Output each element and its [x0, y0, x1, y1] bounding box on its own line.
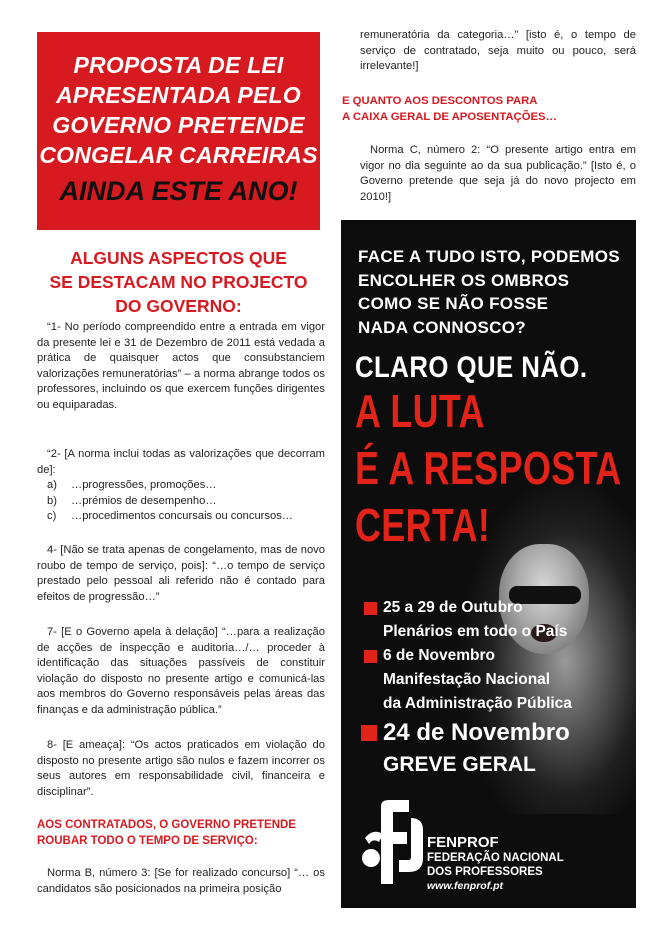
- contratados-heading: [37, 818, 296, 849]
- heading-line: ALGUNS ASPECTOS QUE: [70, 248, 287, 268]
- item-2-block: [37, 447, 325, 525]
- norma-c-text: Norma C, número 2: “O presente artigo entra em vigor no dia seguinte ao da sua publicação.” [Isto é, o Governo pretende que seja já do novo projecto em 2010!]: [360, 144, 636, 203]
- item-8-paragraph: [37, 738, 325, 800]
- list-text: …progressões, promoções…: [71, 479, 217, 491]
- question-line: ENCOLHER OS OMBROS: [358, 270, 570, 290]
- norma-b-paragraph: [37, 866, 325, 897]
- aspects-heading: [37, 246, 320, 318]
- list-item: [37, 494, 325, 510]
- headline-highlight: AINDA ESTE ANO!: [59, 176, 298, 206]
- heading-line: A CAIXA GERAL DE APOSENTAÇÕES…: [342, 110, 557, 123]
- event-desc: GREVE GERAL: [383, 753, 536, 776]
- question-line: NADA CONNOSCO?: [358, 317, 526, 337]
- event-desc: da Administração Pública: [383, 695, 572, 712]
- event-desc: Plenários em todo o País: [383, 623, 568, 640]
- slogan-line: É A RESPOSTA: [355, 442, 622, 494]
- answer-text: CLARO QUE NÃO.: [355, 351, 588, 384]
- list-text: …prémios de desempenho…: [71, 494, 217, 507]
- item-7-text: 7- [E o Governo apela à delação] “…para a realização de acções de inspecção e auditoria…/… proceder à identificação das situações passíveis de constituir violação do disposto no presente artigo e comunicá-las aos membros do Governo responsáveis pelas áreas das finanças e da administração pública.”: [37, 626, 325, 716]
- org-name: FENPROF: [427, 834, 499, 851]
- heading-line: SE DESTACAM NO PROJECTO: [49, 272, 308, 292]
- event-date: [383, 596, 633, 620]
- norma-c-paragraph: [360, 143, 636, 205]
- heading-line: ROUBAR TODO O TEMPO DE SERVIÇO:: [37, 834, 258, 847]
- headline-banner: [37, 32, 320, 230]
- bullet-square-icon: [361, 725, 377, 741]
- event-desc: Manifestação Nacional: [383, 671, 551, 688]
- org-block: [427, 834, 627, 893]
- slogan-line: CERTA!: [355, 499, 491, 551]
- list-label: a): [47, 479, 57, 491]
- descontos-heading: [342, 94, 557, 125]
- slogan-line: A LUTA: [355, 385, 485, 437]
- list-label: c): [47, 510, 57, 522]
- item-1-text: “1- No período compreendido entre a entrada em vigor da presente lei e 31 de Dezembro de 2011 está vedada a prática de quaisquer actos que consubstanciem valorizações remuneratórias” – a norma abrange todos os professores, incluindo os que exercem funções dirigentes ou equiparadas.: [37, 321, 325, 411]
- list-text: …procedimentos concursais ou concursos…: [71, 510, 293, 522]
- org-url: www.fenprof.pt: [427, 880, 504, 892]
- heading-line: DO GOVERNO:: [115, 296, 242, 316]
- event-date-text: 25 a 29 de Outubro: [383, 599, 523, 616]
- item-4-paragraph: [37, 543, 325, 605]
- org-full-name: DOS PROFESSORES: [427, 866, 543, 878]
- call-to-action-panel: [341, 220, 636, 908]
- question-line: COMO SE NÃO FOSSE: [358, 294, 549, 313]
- headline-line: APRESENTADA PELO: [56, 82, 301, 108]
- bullet-square-icon: [364, 650, 377, 663]
- item-4-text: 4- [Não se trata apenas de congelamento, mas de novo roubo de tempo de serviço, pois]: “…o tempo de serviço prestado pelo pessoal ali referido não é contado para efeitos de progressão…”: [37, 544, 325, 603]
- org-full-name: FEDERAÇÃO NACIONAL: [427, 852, 564, 864]
- item-1-paragraph: [37, 320, 325, 413]
- slogan-text: [355, 383, 620, 554]
- events-list: [383, 596, 633, 780]
- event-date-text: 24 de Novembro: [383, 719, 570, 746]
- event-date-text: 6 de Novembro: [383, 647, 495, 664]
- event-date: [383, 716, 633, 750]
- continuation-paragraph: [360, 28, 636, 75]
- fenprof-logo-icon: [361, 798, 431, 886]
- heading-line: AOS CONTRATADOS, O GOVERNO PRETENDE: [37, 819, 296, 831]
- question-line: FACE A TUDO ISTO, PODEMOS: [358, 247, 620, 266]
- heading-line: E QUANTO AOS DESCONTOS PARA: [342, 95, 538, 107]
- question-text: [358, 245, 628, 339]
- list-item: [37, 509, 325, 525]
- list-item: [37, 478, 325, 494]
- item-2-intro: “2- [A norma inclui todas as valorizações que decorram de]:: [37, 448, 325, 476]
- headline-line: GOVERNO PRETENDE: [52, 112, 305, 138]
- list-label: b): [47, 494, 57, 507]
- headline-line: PROPOSTA DE LEI: [73, 52, 284, 78]
- item-7-paragraph: [37, 625, 325, 718]
- item-8-text: 8- [E ameaça]: “Os actos praticados em violação do disposto no presente artigo são nulos e fazem incorrer os seus autores em responsabilidade civil, financeira e disciplinar”.: [37, 739, 325, 798]
- norma-b-text: Norma B, número 3: [Se for realizado concurso] “… os candidatos são posicionados na primeira posição: [37, 867, 325, 895]
- continuation-text: remuneratória da categoria…” [isto é, o tempo de serviço de contratado, seja muito ou pouco, será irrelevante!]: [360, 29, 636, 72]
- headline-line: CONGELAR CARREIRAS: [39, 142, 318, 168]
- bullet-square-icon: [364, 602, 377, 615]
- event-date: [383, 644, 633, 668]
